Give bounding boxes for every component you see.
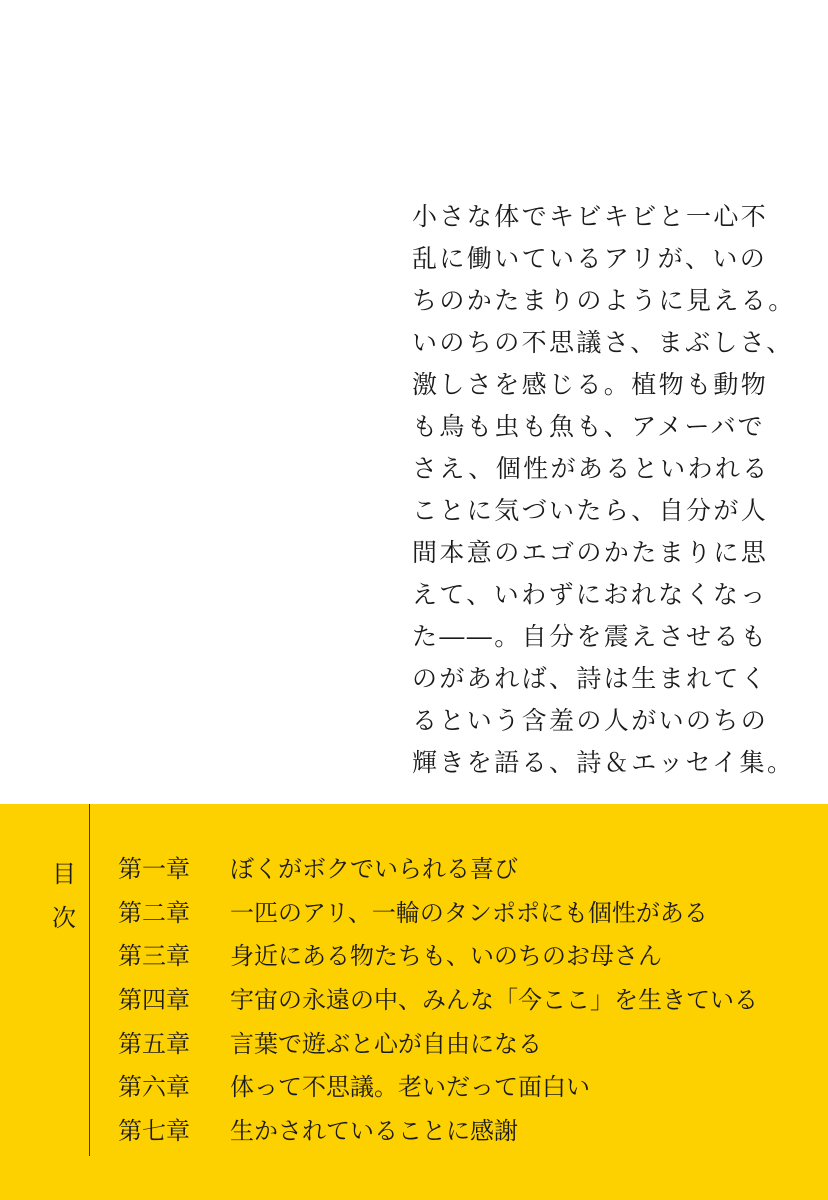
blurb-line: さえ、個性があるといわれる [412, 454, 770, 483]
toc-chapter-number: 第三章 [118, 942, 190, 971]
toc-item [118, 1107, 758, 1151]
toc-chapter-number: 第四章 [118, 986, 190, 1015]
toc-heading-char: 次 [52, 904, 76, 932]
blurb-line: た――。自分を震えさせるも [412, 622, 769, 651]
toc-chapter-title: 宇宙の永遠の中、みんな「今ここ」を生きている [230, 986, 758, 1015]
toc-chapter-title: 言葉で遊ぶと心が自由になる [230, 1029, 542, 1058]
toc-chapter-number: 第六章 [118, 1073, 190, 1102]
blurb-line: えて、いわずにおれなくなっ [412, 580, 768, 609]
blurb-line: 乱に働いているアリが、いの [412, 244, 768, 273]
toc-item [118, 845, 758, 889]
toc-chapter-number: 第七章 [118, 1116, 190, 1145]
blurb-line: 小さな体でキビキビと一心不 [412, 202, 769, 231]
blurb-text [412, 196, 812, 784]
toc-chapter-number: 第五章 [118, 1029, 190, 1058]
toc-chapter-title: 体って不思議。老いだって面白い [230, 1073, 590, 1102]
blurb-line: ことに気づいたら、自分が人 [412, 496, 769, 525]
toc-chapter-title: ぼくがボクでいられる喜び [230, 855, 518, 884]
toc-item [118, 889, 758, 933]
toc-chapter-number: 第一章 [118, 855, 190, 884]
toc-chapter-title: 身近にある物たちも、いのちのお母さん [230, 942, 662, 971]
toc-item [118, 932, 758, 976]
toc-divider [89, 804, 90, 1156]
blurb-line: ちのかたまりのように見える。 [412, 286, 796, 315]
toc-heading [49, 852, 79, 940]
toc-item [118, 1063, 758, 1107]
blurb-line: 間本意のエゴのかたまりに思 [412, 538, 769, 567]
blurb-line: るという含羞の人がいのちの [412, 706, 769, 735]
toc-item [118, 976, 758, 1020]
toc-chapter-title: 生かされていることに感謝 [230, 1116, 518, 1145]
blurb-line: いのちの不思議さ、まぶしさ、 [412, 328, 794, 357]
toc-item [118, 1019, 758, 1063]
blurb-line: も鳥も虫も魚も、アメーバで [412, 412, 765, 441]
blurb-line: のがあれば、詩は生まれてく [412, 664, 769, 693]
toc-heading-char: 目 [52, 860, 76, 888]
blurb-line: 激しさを感じる。植物も動物 [412, 370, 769, 399]
toc-chapter-title: 一匹のアリ、一輪のタンポポにも個性がある [230, 898, 708, 927]
blurb-line: 輝きを語る、詩＆エッセイ集。 [412, 748, 795, 777]
toc-chapter-number: 第二章 [118, 898, 190, 927]
toc-list [118, 845, 758, 1150]
